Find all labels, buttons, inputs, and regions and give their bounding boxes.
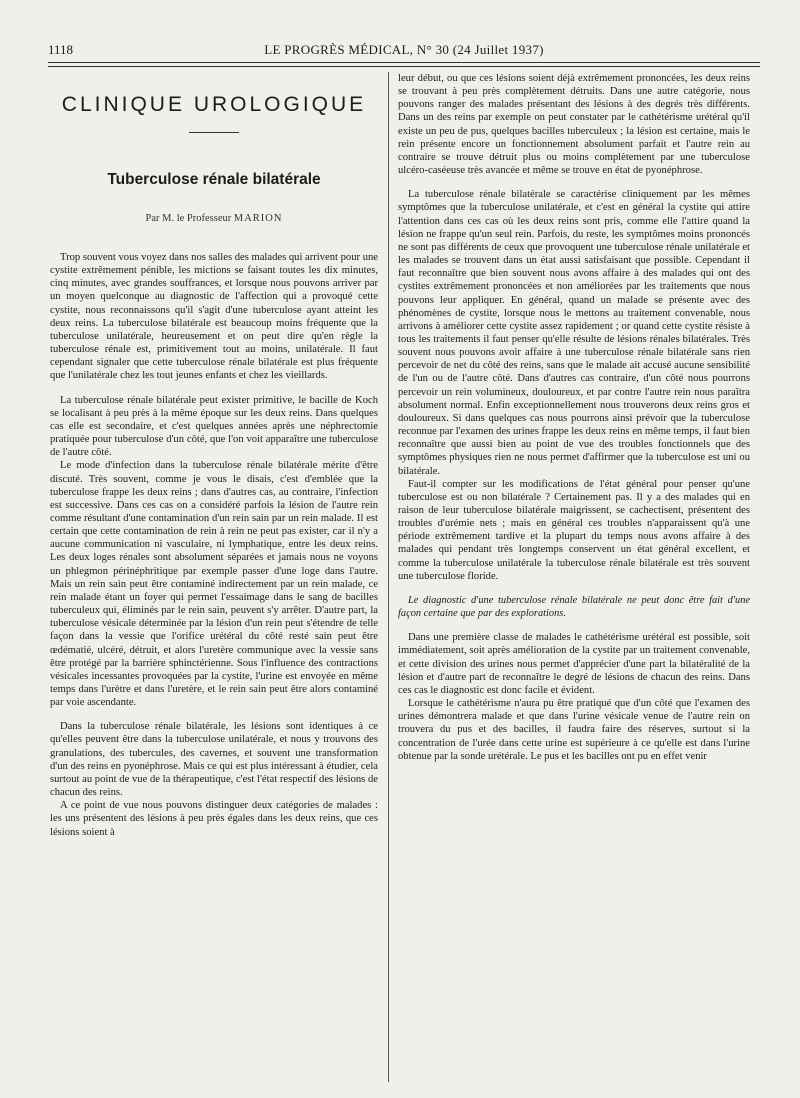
paragraph: Lorsque le cathétérisme n'aura pu être pratiqué que d'un côté que l'examen des urines démontrera malade et que dans l'urine vésicale venue de l'autre rein on trouvera du pus et des bacilles, il faudra faire des réserves, surtout si la concentration de l'urée dans cette urine est supérieure à ce qu'elle est dans l'urine obtenue par la sonde urétérale. Le pus et les bacilles ont pu en effet venir xyxy=(398,698,750,762)
paragraph: Dans la tuberculose rénale bilatérale, les lésions sont identiques à ce qu'elles peuvent être dans la tuberculose unilatérale, et nous y trouvons des granulations, des tubercules, des cavernes, et souvent une transformation d'un des reins en pyonéphrose. Mais ce qui est plus intéressant à étudier, cela surtout au point de vue de la thérapeutique, c'est l'état respectif des lésions de chacun des reins. xyxy=(50,721,378,799)
paragraph: Faut-il compter sur les modifications de l'état général pour penser qu'une tuberculose est ou non bilatérale ? Certainement pas. Il y a des malades qui en raison de leur tuberculose bilatérale maigrissent, se cachectisent, présentent des troubles d'urémie nets ; mais en général ces troubles n'apparaissent qu'à une période extrêmement tardive et la plupart du temps nous avons affaire à des malades qui pendant très longtemps conservent un état général excellent, et comme la tuberculose unilatérale la tuberculose rénale bilatérale est très souvent une tuberculose floride. xyxy=(398,478,750,582)
column-divider xyxy=(388,72,389,1082)
paragraph: Dans une première classe de malades le cathétérisme urétéral est possible, soit immédiatement, soit après amélioration de la cystite par un traitement convenable, et cette division des urines nous permet d'apprécier d'une part la bilatéralité de la lésion et d'autre part de reconnaître le degré de lésions de chacun des reins. Dans ces cas le diagnostic est donc facile et évident. xyxy=(398,632,750,696)
paragraph: Trop souvent vous voyez dans nos salles des malades qui arrivent pour une cystite extrêmement pénible, les mictions se faisant toutes les dix minutes, cinq minutes, avec grandes souffrances, et lorsque nous pouvons arriver par un moyen quelconque au diagnostic de l'affection qui a provoqué cette cystite, nous reconnaissons qu'il s'agit d'une tuberculose ayant atteint les deux reins. La tuberculose bilatérale est beaucoup moins fréquente que la tuberculose unilatérale, heureusement et on peut dire qu'en règle la tuberculose rénale est, primitivement tout au moins, unilatérale. Il faut cependant signaler que cette tuberculose rénale bilatérale est plus fréquente que l'unilatérale chez les tout jeunes enfants et chez les vieillards. xyxy=(50,252,378,382)
byline xyxy=(50,211,378,227)
page-header xyxy=(48,40,760,60)
page-number: 1118 xyxy=(48,42,74,57)
section-title: CLINIQUE UROLOGIQUE xyxy=(61,93,367,116)
italic-paragraph: Le diagnostic d'une tuberculose rénale bilatérale ne peut donc être fait d'une façon certaine que par des explorations. xyxy=(398,594,750,620)
author-name: MARION xyxy=(233,213,283,224)
header-rule-bottom xyxy=(48,66,760,67)
journal-header: LE PROGRÈS MÉDICAL, N° 30 (24 Juillet 1937) xyxy=(264,42,544,57)
title-rule xyxy=(189,132,239,133)
right-column xyxy=(398,72,750,763)
paragraph: leur début, ou que ces lésions soient déjà extrêmement prononcées, les deux reins se trouvant à peu près complètement détruits. Dans une autre catégorie, nous pouvons ranger des malades présentant des lésions à des degrés très différents. Dans un des reins par exemple on peut constater par le cathétérisme urétéral qu'il existe un peu de pus, quelques bacilles tuberculeux ; la lésion est certaine, mais le rein présente encore un fonctionnement absolument parfait et l'autre rein au contraire se trouve détruit plus ou moins complètement par une tuberculose ulcéro-caséeuse très avancée et même se trouve en état de pyonéphrose. xyxy=(398,73,750,177)
header-rule-top xyxy=(48,62,760,63)
paragraph: La tuberculose rénale bilatérale peut exister primitive, le bacille de Koch se localisant à peu près à la même époque sur les deux reins. Dans quelques cas elle est secondaire, et c'est quelques années après une néphrectomie pratiquée pour tuberculose d'un côté, que l'on voit apparaître une tuberculose de l'autre côté. xyxy=(50,394,378,459)
article-title: Tuberculose rénale bilatérale xyxy=(107,171,321,188)
paragraph: La tuberculose rénale bilatérale se caractérise cliniquement par les mêmes symptômes que la tuberculose unilatérale, et c'est en général la cystite qui attire l'attention dans ces cas où les deux reins sont pris, comme elle l'attire quand la lésion ne frappe qu'un seul rein. Parfois, du reste, les symptômes moins prononcés ne sont pas différents de ceux que provoquent une tuberculose rénale unilatérale et les malades se trouvent dans un état aussi satisfaisant que possible. Cependant il faut reconnaître que bien souvent nous avons affaire à des malades qui ont des cystites extrêmement prononcées et non améliorées par les traitements que nous pouvons leur appliquer. En général, quand un malade se présente avec des phénomènes de cystite, lorsque nous le mettons au traitement convenable, nous arrivons à améliorer cette cystite assez rapidement ; or quand cette cystite résiste à tous les traitements il faut penser qu'elle résulte de lésions rénales bilatérales. Très souvent nous pouvons avoir affaire à une tuberculose rénale bilatérale sans rien percevoir de net du côté des reins, sans que le malade ait accusé aucune sensibilité de l'un ou de l'autre côté. Dans d'autres cas contraire, d'un côté nous pourrons percevoir un rein volumineux, douloureux, et par contre l'autre rein nous paraîtra absolument normal. Enfin exceptionnellement nous trouverons deux reins gros et douloureux. Si dans quelques cas nous pourrons ainsi prévoir que la tuberculose reconnue par l'examen des urines frappe les deux reins en même temps, il faut bien reconnaître que aussi bien au point de vue des troubles fonctionnels que des symptômes physiques rien ne nous permet d'affirmer que la tuberculose est uni ou bilatérale. xyxy=(398,189,750,477)
left-column xyxy=(50,72,378,839)
byline-prefix: Par M. le Professeur xyxy=(145,213,232,224)
paragraph: Le mode d'infection dans la tuberculose rénale bilatérale mérite d'être discuté. Très souvent, comme je vous le disais, c'est d'emblée que la tuberculose frappe les deux reins ; dans d'autres cas, au contraire, l'infection est successive. Dans ces cas on a considéré parfois la lésion de l'autre rein comme résultant d'une contamination d'un rein sain par un rein malade. Il est certain que cette contamination de rein à rein ne peut pas exister, car il n'y a aucune communication ni vasculaire, ni lymphatique, entre les deux reins. Les deux loges rénales sont absolument séparées et jamais nous ne voyons un phlegmon périnéphritique par exemple passer d'une loge dans l'autre. Mais un rein sain peut être contaminé indirectement par un rein malade, ce rein malade étant un foyer qui permet l'essaimage dans le sang de bacilles tuberculeux qui, éliminés par le rein sain, peuvent s'y arrêter. D'autre part, la tuberculose vésicale déterminée par la lésion d'un rein peut s'étendre de telle façon dans la vessie que l'orifice urétéral du côté resté sain peut être œdématié, ulcéré, détruit, et alors l'uretère communique avec la vessie sans être protégé par la barrière sphinctérienne. Sous l'influence des contractions vésicales incessantes provoquées par la cystite, l'urine est envoyée en même temps dans l'urètre et dans l'uretère, et le rein sain peut être alors contaminé par voie ascendante. xyxy=(50,460,378,709)
paragraph: A ce point de vue nous pouvons distinguer deux catégories de malades : les uns présentent des lésions à peu près égales dans les deux reins, que ces lésions soient à xyxy=(50,800,378,838)
